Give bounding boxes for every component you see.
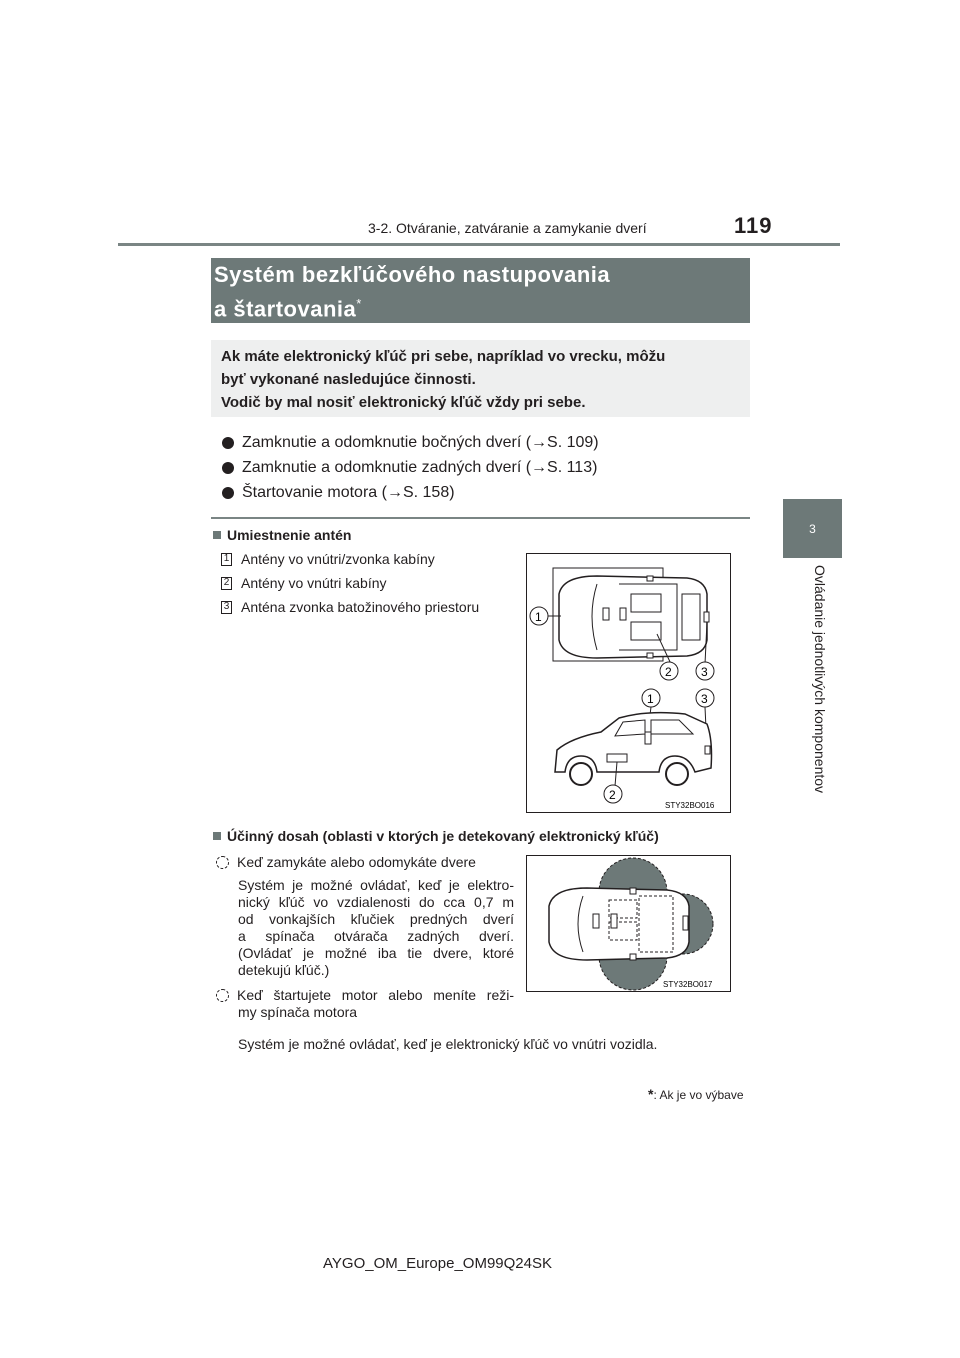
dashed-circle-icon <box>216 989 229 1002</box>
car-range-diagram <box>527 856 730 991</box>
intro-box <box>211 340 750 417</box>
range-item-1: Keď zamykáte alebo odomykáte dvere <box>216 850 516 874</box>
page-number: 119 <box>734 213 773 238</box>
intro-line-3: Vodič by mal nosiť elektronický kľúč vždy pri sebe. <box>221 394 586 411</box>
range-item-2: Keď štartujete motor alebo meníte reži- my spínača motora <box>216 987 514 1021</box>
square-bullet-icon <box>213 531 221 539</box>
legend-item: 1 Antény vo vnútri/zvonka kabíny <box>221 547 479 571</box>
title-marker: * <box>356 296 362 311</box>
dashed-circle-icon <box>216 856 229 869</box>
svg-text:2: 2 <box>609 788 616 802</box>
header-rule <box>118 243 840 246</box>
square-bullet-icon <box>213 832 221 840</box>
svg-text:1: 1 <box>535 610 542 624</box>
svg-text:2: 2 <box>665 665 672 679</box>
svg-text:3: 3 <box>701 692 708 706</box>
title-line-1: Systém bezkľúčového nastupovania <box>214 262 611 287</box>
range-figure <box>526 855 731 992</box>
car-antenna-diagram <box>527 554 730 812</box>
svg-text:3: 3 <box>701 665 708 679</box>
antenna-heading: Umiestnenie antén <box>213 527 351 543</box>
svg-text:1: 1 <box>647 692 654 706</box>
running-header: 3-2. Otváranie, zatváranie a zamykanie dverí <box>368 220 647 236</box>
legend-item: 2 Antény vo vnútri kabíny <box>221 571 479 595</box>
bullet-icon <box>222 487 234 499</box>
chapter-label: Ovládanie jednotlivých komponentov <box>812 565 828 794</box>
range-heading: Účinný dosah (oblasti v ktorých je detekovaný elektronický kľúč) <box>213 828 659 844</box>
range-item-1-text: Systém je možné ovládať, keď je elektro- nický kľúč vo vzdialenosti do cca 0,7 m od vonkajších kľučiek predných dverí a spínača otvárača zadných dverí. (Ovládať je možné iba tie dvere, ktoré detekujú kľúč.) <box>238 877 514 978</box>
title-line-2: a štartovania* <box>214 296 362 322</box>
feature-list <box>222 430 599 505</box>
intro-line-1: Ak máte elektronický kľúč pri sebe, napríklad vo vrecku, môžu <box>221 348 666 365</box>
antenna-figure <box>526 553 731 813</box>
antenna-legend <box>221 547 479 619</box>
chapter-tab: 3 <box>783 499 842 558</box>
intro-line-2: byť vykonané nasledujúce činnosti. <box>221 371 476 388</box>
list-item: Zamknutie a odomknutie bočných dverí (→S. 109) <box>222 430 599 455</box>
svg-text:STY32BO017: STY32BO017 <box>663 980 713 989</box>
bullet-icon <box>222 462 234 474</box>
bullet-icon <box>222 437 234 449</box>
svg-text:STY32BO016: STY32BO016 <box>665 801 715 810</box>
footnote: *: Ak je vo výbave <box>648 1086 744 1102</box>
section-divider <box>211 517 750 519</box>
list-item: Zamknutie a odomknutie zadných dverí (→S. 113) <box>222 455 599 480</box>
range-item-2-text: Systém je možné ovládať, keď je elektronický kľúč vo vnútri vozidla. <box>238 1036 658 1052</box>
legend-item: 3 Anténa zvonka batožinového priestoru <box>221 595 479 619</box>
section-title <box>211 258 750 323</box>
document-footer: AYGO_OM_Europe_OM99Q24SK <box>323 1255 552 1272</box>
footnote-marker: * <box>648 1086 654 1102</box>
list-item: Štartovanie motora (→S. 158) <box>222 480 599 505</box>
